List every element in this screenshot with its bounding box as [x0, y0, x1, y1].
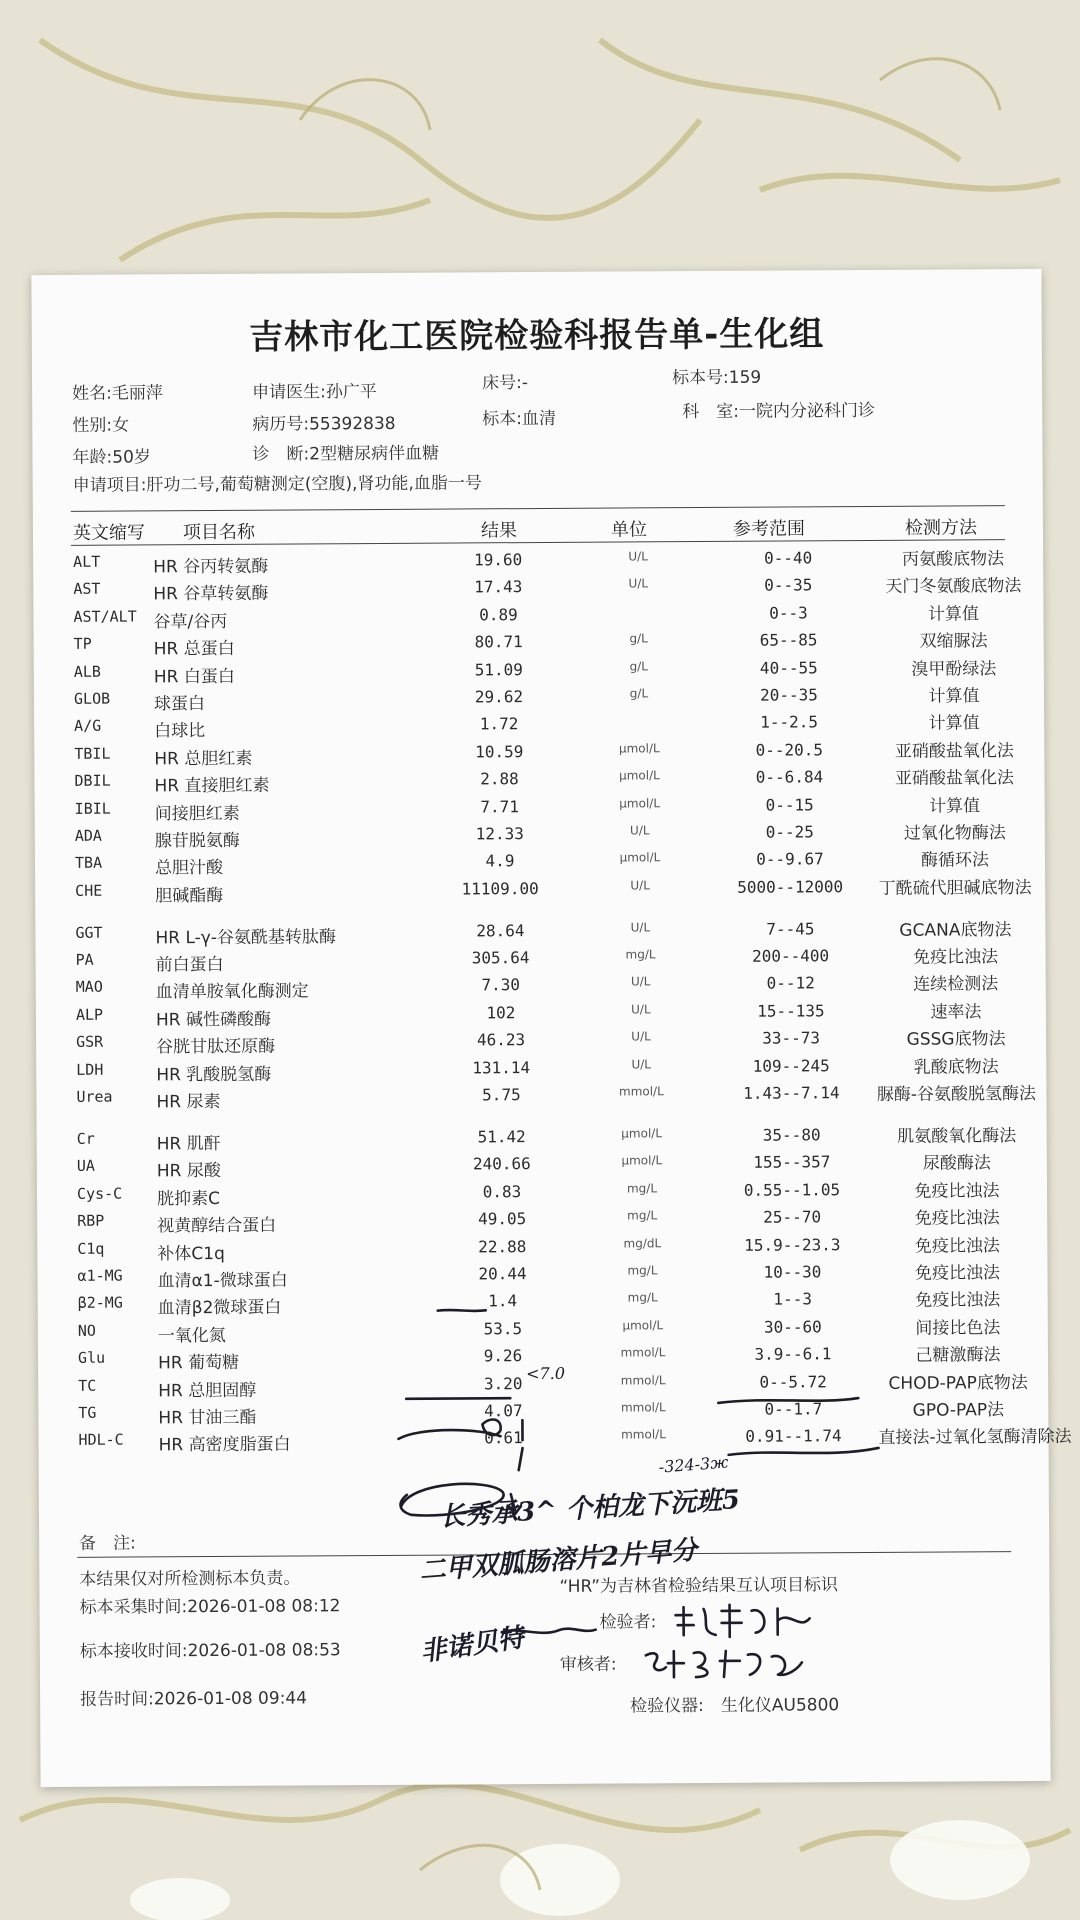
cell-result: 131.14 [472, 1057, 531, 1078]
cell-result: 3.20 [483, 1373, 523, 1393]
cell-abbr: TP [73, 634, 92, 654]
cell-name: HR 总胆固醇 [158, 1380, 257, 1401]
gender-label: 性别: [72, 415, 113, 436]
cell-result: 17.43 [474, 577, 523, 597]
cell-method: GSSG底物法 [906, 1029, 1006, 1051]
cell-unit: U/L [630, 974, 651, 989]
bed-value: - [521, 373, 528, 394]
specimen-value: 血清 [521, 408, 557, 430]
cell-result: 28.64 [476, 920, 525, 941]
department-label: 科 室: [682, 401, 740, 423]
cell-unit: U/L [628, 576, 649, 591]
cell-unit: U/L [630, 878, 650, 893]
sample-number [672, 363, 761, 389]
cell-range: 5000--12000 [737, 876, 844, 897]
cell-result: 46.23 [476, 1030, 526, 1050]
report-sheet [31, 269, 1072, 1787]
instrument [630, 1690, 839, 1716]
cell-result: 7.30 [481, 975, 521, 995]
patient-name [72, 378, 163, 404]
cell-name: 胆碱酯酶 [155, 885, 224, 907]
cell-unit [584, 713, 694, 714]
cell-abbr: ALP [75, 1005, 104, 1024]
record-number-value: 55392838 [308, 413, 396, 435]
reviewer-signature [640, 1642, 810, 1683]
cell-range: 1--3 [773, 1289, 812, 1309]
cell-method: 免疫比浊法 [914, 1263, 1001, 1284]
reviewer [560, 1650, 617, 1675]
cell-name: HR 甘油三酯 [158, 1407, 257, 1429]
tester-signature [670, 1600, 830, 1641]
cell-method: 脲酶-谷氨酸脱氢酶法 [876, 1084, 1037, 1105]
cell-range: 0--35 [764, 575, 813, 596]
cell-abbr: DBIL [74, 771, 111, 790]
receive-time-value: 2026-01-08 08:53 [187, 1640, 341, 1662]
age-label: 年龄: [72, 447, 113, 468]
ldh-underline [168, 1302, 488, 1324]
cell-name: 补体C1q [157, 1243, 225, 1264]
cell-name: 谷草/谷丙 [153, 611, 228, 633]
cell-abbr: ALT [73, 552, 101, 571]
diagnosis-label: 诊 断: [252, 444, 310, 465]
cell-unit: U/L [631, 1002, 651, 1017]
cell-method: GCANA底物法 [899, 919, 1012, 941]
header-top-rule [71, 505, 1005, 512]
cell-method: 直接法-过氧化氢酶清除法 [878, 1427, 1072, 1449]
cell-unit: U/L [629, 823, 650, 838]
cell-result: 10.59 [475, 741, 524, 762]
cell-name: 视黄醇结合蛋白 [157, 1215, 277, 1237]
record-number-label: 病历号: [252, 414, 310, 435]
cell-abbr: C1q [77, 1239, 105, 1258]
cell-unit: U/L [630, 920, 651, 935]
cell-result: 102 [486, 1003, 516, 1023]
cell-range: 0.91--1.74 [745, 1426, 842, 1447]
cell-range: 109--245 [752, 1055, 830, 1076]
cell-result: 49.05 [478, 1209, 527, 1229]
cell-abbr: MAO [75, 978, 103, 997]
cell-range: 0--25 [765, 822, 814, 842]
cell-range: 0--5.72 [759, 1371, 827, 1392]
cell-unit: mg/L [625, 947, 656, 962]
requested-items-label: 申请项目: [72, 475, 147, 496]
cell-name: 血清β2微球蛋白 [157, 1297, 282, 1319]
cell-range: 3.9--6.1 [754, 1344, 832, 1364]
cell-result: 4.9 [485, 851, 515, 871]
cell-unit: g/L [629, 631, 648, 646]
department-value: 一院内分泌科门诊 [738, 400, 876, 422]
cell-name: 前白蛋白 [155, 955, 224, 976]
cell-abbr: NO [77, 1321, 96, 1340]
cell-result: 4.07 [484, 1401, 523, 1421]
cell-name: HR 葡萄糖 [157, 1353, 240, 1374]
cell-abbr: PA [75, 950, 94, 969]
cell-method: 双缩脲法 [919, 631, 988, 652]
doctor-label: 申请医生: [252, 382, 326, 403]
cell-range: 1--2.5 [760, 712, 819, 732]
receive-time [80, 1635, 341, 1662]
tester [600, 1607, 657, 1632]
cell-method: 己糖激酶法 [915, 1345, 1001, 1366]
cell-unit: g/L [629, 658, 649, 674]
cell-abbr: ALB [73, 662, 101, 681]
cell-method: 免疫比浊法 [914, 1208, 1000, 1229]
cell-unit: mg/L [626, 1181, 658, 1196]
patient-name-value: 毛丽萍 [111, 383, 163, 404]
gender-value: 女 [111, 415, 130, 436]
cell-method: GPO-PAP法 [912, 1400, 1005, 1421]
cell-result: 240.66 [472, 1154, 531, 1174]
col-header-method: 检测方法 [904, 517, 978, 539]
cell-unit: μmol/L [619, 795, 661, 811]
cell-abbr: AST/ALT [73, 607, 137, 626]
hdl-handwritten-note: -324-3ж [658, 1452, 730, 1477]
sample-number-value: 159 [728, 367, 762, 388]
cell-range: 30--60 [763, 1317, 822, 1337]
cell-range: 0--9.67 [756, 849, 824, 869]
cell-name: 总胆汁酸 [154, 858, 224, 879]
cell-range: 0--20.5 [755, 740, 824, 760]
disclaimer: 本结果仅对所检测标本负责。 [79, 1568, 301, 1590]
cell-abbr: TBA [74, 853, 103, 873]
cell-name: HR 谷丙转氨酶 [153, 556, 269, 578]
cell-abbr: IBIL [74, 799, 111, 818]
cell-name: HR 总蛋白 [153, 639, 235, 660]
cell-name: HR 总胆红素 [154, 748, 253, 770]
cell-method: 免疫比浊法 [914, 1181, 1000, 1202]
cell-range: 0--12 [766, 973, 815, 994]
cell-unit [583, 604, 693, 605]
cell-name: HR 高密度脂蛋白 [158, 1434, 291, 1456]
collect-time-label: 标本采集时间: [79, 1597, 188, 1618]
results-table [33, 545, 1072, 1484]
cell-name: HR L-γ-谷氨酰基转肽酶 [155, 926, 337, 949]
report-title: 吉林市化工医院检验科报告单-生化组 [249, 314, 825, 358]
col-header-range: 参考范围 [732, 518, 806, 540]
cell-method: 肌氨酸氧化酶法 [897, 1126, 1017, 1147]
cell-result: 5.75 [482, 1085, 521, 1105]
cell-result: 1.72 [479, 714, 519, 734]
cell-unit: μmol/L [618, 741, 660, 756]
table-row [36, 1080, 1046, 1128]
specimen-label: 标本: [482, 409, 523, 430]
instrument-label: 检验仪器: [630, 1696, 704, 1717]
cell-range: 15--135 [757, 1001, 825, 1021]
cell-unit: g/L [629, 686, 649, 701]
report-time-value: 2026-01-08 09:44 [153, 1688, 308, 1710]
cell-range: 0--1.7 [764, 1399, 823, 1419]
cell-name: HR 白蛋白 [153, 666, 235, 687]
collect-time-value: 2026-01-08 08:12 [187, 1596, 341, 1618]
cell-name: 谷胱甘肽还原酶 [156, 1036, 276, 1058]
cell-result: 9.26 [483, 1346, 523, 1366]
col-header-name: 项目名称 [182, 521, 256, 544]
cell-method: 速率法 [930, 1002, 982, 1023]
cell-method: 亚硝酸盐氧化法 [894, 768, 1015, 789]
cell-abbr: Cys-C [76, 1184, 123, 1203]
cell-range: 35--80 [762, 1125, 821, 1145]
cell-result: 0.83 [482, 1181, 522, 1202]
cell-method: 酶循环法 [920, 850, 990, 871]
cell-abbr: GSR [76, 1032, 104, 1052]
cell-unit: mg/L [627, 1290, 658, 1305]
record-number [252, 409, 395, 435]
cell-result: 0.61 [484, 1428, 523, 1448]
tester-label: 检验者: [599, 1612, 657, 1633]
patient-name-label: 姓名: [72, 383, 112, 404]
cell-name: HR 直接胆红素 [154, 775, 270, 797]
department [682, 396, 875, 422]
handwritten-line-2: 二甲双胍肠溶片2片早分 [418, 1535, 699, 1587]
cell-abbr: TBIL [74, 744, 111, 763]
cell-range: 0.55--1.05 [743, 1179, 841, 1200]
cell-abbr: HDL-C [78, 1430, 124, 1450]
col-header-abbr: 英文缩写 [72, 522, 146, 544]
cell-name: HR 尿素 [156, 1091, 221, 1113]
cell-range: 0--15 [765, 794, 814, 815]
cell-name: HR 乳酸脱氢酶 [156, 1064, 272, 1085]
table-row [35, 874, 1045, 922]
remark-label: 备 注: [79, 1533, 136, 1554]
cell-range: 0--6.84 [755, 767, 824, 787]
cell-range: 20--35 [760, 685, 818, 705]
cell-method: 免疫比浊法 [913, 947, 999, 968]
diagnosis [252, 439, 439, 465]
cell-abbr: CHE [75, 881, 103, 900]
cell-result: 22.88 [478, 1236, 527, 1256]
cell-method: 计算值 [929, 795, 981, 817]
cell-method: 丙氨酸底物法 [902, 549, 1005, 570]
glu-handwritten-note: <7.0 [526, 1363, 566, 1384]
cell-result: 7.71 [480, 796, 519, 816]
cell-result: 0.89 [479, 604, 518, 625]
cell-method: 天门冬氨酸底物法 [885, 576, 1022, 598]
hr-note: “HR”为吉林省检验结果互认项目标识 [559, 1575, 839, 1597]
cell-abbr: TC [78, 1376, 97, 1395]
cell-unit: mg/L [627, 1263, 658, 1278]
cell-unit: μmol/L [621, 1126, 663, 1141]
diagnosis-value: 2型糖尿病伴血糖 [309, 443, 440, 465]
cell-abbr: ADA [74, 826, 102, 845]
cell-result: 305.64 [471, 948, 530, 968]
sample-number-label: 标本号: [671, 367, 729, 389]
bed-label: 床号: [481, 373, 522, 394]
report-time [80, 1683, 307, 1709]
cell-method: 丁酰硫代胆碱底物法 [878, 877, 1032, 899]
collect-time [79, 1591, 340, 1618]
cell-method: 计算值 [928, 686, 980, 707]
cell-abbr: RBP [77, 1211, 105, 1231]
cell-name: 血清单胺氧化酶测定 [155, 981, 309, 1003]
cell-method: 乳酸底物法 [913, 1056, 999, 1078]
cell-name: HR 肌酐 [156, 1133, 221, 1155]
cell-range: 0--40 [763, 548, 813, 568]
cell-method: 免疫比浊法 [914, 1235, 1000, 1257]
cell-range: 7--45 [766, 919, 815, 939]
cell-unit: mmol/L [620, 1400, 666, 1415]
doctor [252, 377, 377, 403]
cell-range: 40--55 [759, 657, 818, 678]
cell-method: 尿酸酶法 [922, 1153, 991, 1175]
cell-name: HR 尿酸 [156, 1161, 221, 1182]
cell-unit: mg/L [627, 1208, 658, 1223]
cell-result: 11109.00 [461, 878, 539, 899]
cell-unit: mmol/L [620, 1372, 666, 1388]
cell-result: 2.88 [480, 769, 519, 789]
cell-name: 间接胆红素 [154, 803, 240, 824]
cell-result: 53.5 [483, 1318, 523, 1339]
cell-method: 间接比色法 [915, 1317, 1001, 1339]
receive-time-label: 标本接收时间: [79, 1641, 188, 1662]
cell-abbr: A/G [74, 717, 102, 736]
cell-method: CHOD-PAP底物法 [888, 1372, 1028, 1394]
cell-result: 19.60 [473, 550, 523, 570]
col-header-unit: 单位 [610, 519, 648, 541]
bed [482, 368, 528, 393]
range-underlines [698, 1388, 898, 1469]
cell-unit: μmol/L [622, 1318, 664, 1333]
cell-result: 51.09 [474, 659, 523, 679]
cell-unit: μmol/L [619, 768, 660, 783]
cell-method: 溴甲酚绿法 [911, 658, 997, 680]
cell-unit: mmol/L [621, 1427, 666, 1442]
cell-abbr: GLOB [73, 689, 111, 708]
cell-result: 20.44 [478, 1264, 527, 1284]
cell-method: 计算值 [927, 604, 980, 625]
cell-result: 80.71 [474, 632, 523, 652]
cell-range: 0--3 [769, 603, 808, 623]
cell-range: 25--70 [763, 1207, 822, 1227]
cell-method: 免疫比浊法 [915, 1290, 1001, 1312]
cell-abbr: GGT [75, 923, 103, 942]
cell-range: 65--85 [759, 630, 818, 650]
cell-range: 1.43--7.14 [743, 1083, 840, 1103]
cell-result: 51.42 [477, 1127, 526, 1147]
cell-abbr: UA [76, 1157, 95, 1176]
cell-range: 10--30 [763, 1262, 822, 1282]
cell-abbr: β2-MG [77, 1293, 123, 1313]
cell-method: 连续检测法 [913, 974, 999, 996]
cell-unit: μmol/L [621, 1153, 663, 1168]
handwritten-line-3: 非诺贝特 [418, 1623, 526, 1668]
cell-result: 1.4 [488, 1291, 518, 1311]
cell-name: HR 碱性磷酸酶 [155, 1009, 272, 1031]
cell-result: 12.33 [475, 824, 524, 844]
specimen [482, 404, 556, 429]
cell-method: 亚硝酸盐氧化法 [894, 740, 1014, 762]
doctor-value: 孙广平 [325, 381, 377, 403]
cell-abbr: α1-MG [77, 1266, 123, 1285]
gender [72, 411, 129, 436]
report-time-label: 报告时间: [80, 1689, 154, 1710]
cell-method: 计算值 [928, 713, 980, 734]
handwritten-line-1: 长秀承3^ 个柏龙下沅班5 [438, 1484, 741, 1533]
cell-unit: μmol/L [619, 850, 661, 865]
cell-method: 过氧化物酶法 [903, 823, 1006, 844]
cell-unit: U/L [628, 549, 648, 564]
cell-unit: mmol/L [618, 1084, 664, 1099]
reviewer-label: 审核者: [559, 1654, 617, 1675]
col-header-result: 结果 [480, 520, 518, 542]
cell-unit: mg/dL [623, 1235, 662, 1251]
cell-abbr: AST [73, 580, 101, 599]
cell-name: 球蛋白 [153, 693, 206, 715]
cell-abbr: TG [78, 1403, 97, 1422]
cell-abbr: Urea [76, 1087, 113, 1106]
cell-abbr: LDH [76, 1060, 104, 1079]
instrument-value: 生化仪AU5800 [720, 1695, 840, 1716]
cell-range: 155--357 [753, 1152, 831, 1173]
cell-name: 血清α1-微球蛋白 [157, 1270, 288, 1292]
cell-range: 200--400 [751, 946, 830, 966]
cell-name: 白球比 [154, 721, 206, 742]
cell-unit: U/L [631, 1056, 652, 1072]
cell-unit: mmol/L [620, 1345, 666, 1360]
cell-name: HR 谷草转氨酶 [153, 584, 269, 605]
cell-name: 一氧化氮 [157, 1325, 226, 1347]
cell-name: 胱抑素C [156, 1188, 220, 1210]
cell-range: 15.9--23.3 [744, 1234, 841, 1255]
cell-abbr: Glu [77, 1348, 106, 1367]
cell-range: 33--73 [762, 1028, 821, 1048]
age-value: 50岁 [112, 447, 151, 468]
cell-name: 腺苷脱氨酶 [154, 830, 240, 852]
requested-items-value: 肝功二号,葡萄糖测定(空腹),肾功能,血脂一号 [146, 473, 482, 496]
requested-items [73, 468, 482, 495]
age [72, 442, 151, 467]
cell-abbr: Cr [76, 1129, 95, 1148]
cell-result: 29.62 [474, 687, 524, 707]
cell-unit: U/L [631, 1029, 651, 1044]
